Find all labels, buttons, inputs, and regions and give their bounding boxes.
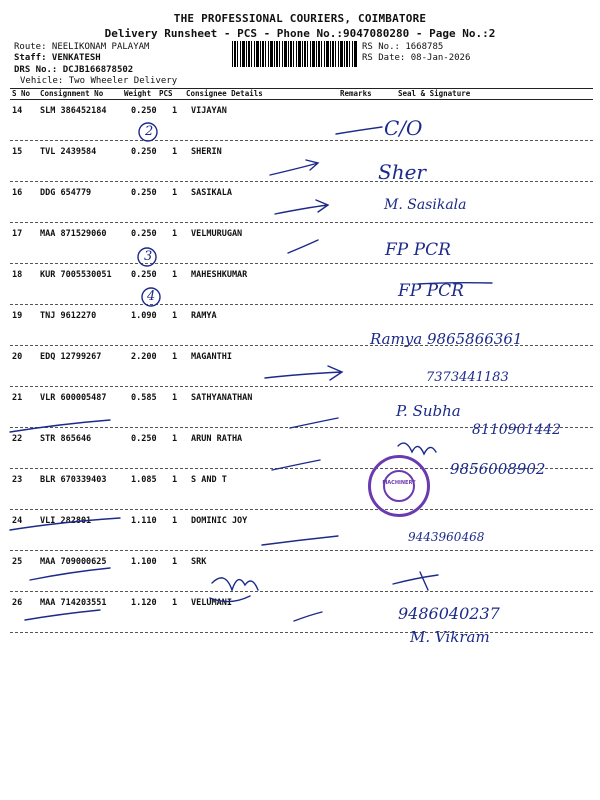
vehicle-label: Vehicle: Two Wheeler Delivery [20,76,178,86]
row-weight: 1.110 [131,516,157,526]
circle-4-digit: 4 [147,289,156,304]
col-pcs: PCS [159,89,173,98]
row-sno: 16 [12,188,23,198]
row-weight: 0.250 [131,270,157,280]
pen-stroke [393,572,438,590]
rs-date: RS Date: 08-Jan-2026 [362,53,471,63]
row-pcs: 1 [172,475,178,485]
col-consignee: Consignee Details [186,89,263,98]
row-pcs: 1 [172,393,178,403]
signature-row-16: M. Sasikala [384,197,467,213]
col-seal-signature: Seal & Signature [398,89,471,98]
pen-stroke [272,460,320,470]
pen-stroke [294,612,322,621]
row-consignment-no: STR 865646 [40,434,92,444]
row-consignee: MAGANTHI [191,352,232,362]
strike-mark [30,568,110,580]
row-consignment-no: MAA 709000625 [40,557,107,567]
stamp-inner-ring [383,470,415,502]
route-label: Route: NEELIKONAM PALAYAM [14,42,150,52]
row-sno: 24 [12,516,23,526]
row-weight: 0.250 [131,106,157,116]
row-sno: 17 [12,229,23,239]
row-weight: 0.585 [131,393,157,403]
row-pcs: 1 [172,434,178,444]
drs-label: DRS No.: DCJB166878502 [14,65,134,75]
row-consignment-no: TVL 2439584 [40,147,97,157]
row-weight: 1.120 [131,598,157,608]
row-sno: 22 [12,434,23,444]
row-pcs: 1 [172,311,178,321]
row-consignment-no: DDG 654779 [40,188,92,198]
company-title: THE PROFESSIONAL COURIERS, COIMBATORE [173,12,427,25]
signature-row-15: Sher [378,160,426,184]
phone-row-26: 9486040237 [398,604,500,623]
row-consignee: SASIKALA [191,188,232,198]
strike-mark [25,610,100,620]
row-sno: 21 [12,393,23,403]
row-weight: 2.200 [131,352,157,362]
row-sno: 20 [12,352,23,362]
row-consignment-no: KUR 7005530051 [40,270,112,280]
row-sno: 26 [12,598,23,608]
strike-mark [10,518,120,530]
row-consignment-no: TNJ 9612270 [40,311,97,321]
pen-stroke [336,127,382,134]
col-consignment: Consignment No [40,89,104,98]
row-pcs: 1 [172,352,178,362]
row-consignment-no: VLI 282801 [40,516,92,526]
row-consignee: SATHYANATHAN [191,393,253,403]
row-consignment-no: VLR 600005487 [40,393,107,403]
phone-row-20: 7373441183 [426,370,509,385]
rs-number: RS No.: 1668785 [362,42,444,52]
pen-arrow [265,366,342,380]
pen-arrow [270,160,318,175]
strike-mark [10,420,110,432]
signature-row-19: Ramya 9865866361 [370,330,523,348]
row-weight: 1.090 [131,311,157,321]
row-weight: 1.085 [131,475,157,485]
signature-row-26: M. Vikram [410,628,490,646]
srk-signature [210,578,258,602]
row-pcs: 1 [172,270,178,280]
row-pcs: 1 [172,229,178,239]
row-consignee: S AND T [191,475,227,485]
pen-stroke [290,418,338,428]
row-consignee: RAMYA [191,311,217,321]
stamp-text: MACHINERY [382,480,416,486]
row-weight: 0.250 [131,188,157,198]
signature-row-21: P. Subha [396,402,461,420]
row-consignment-no: MAA 714203551 [40,598,107,608]
row-sno: 14 [12,106,23,116]
row-consignment-no: SLM 386452184 [40,106,107,116]
row-sno: 15 [12,147,23,157]
row-consignee: SRK [191,557,207,567]
row-weight: 0.250 [131,434,157,444]
signature-scribble [398,443,436,454]
row-consignee: VELUMANI [191,598,232,608]
col-sno: S No [12,89,31,98]
phone-row-24: 9443960468 [408,530,485,544]
row-pcs: 1 [172,188,178,198]
pen-stroke [288,240,318,253]
pen-arrow [275,200,328,214]
row-consignment-no: EDQ 12799267 [40,352,102,362]
row-consignee: VIJAYAN [191,106,227,116]
circle-2-digit: 2 [145,124,154,139]
phone-row-23: 9856008902 [450,460,546,478]
row-consignee: MAHESHKUMAR [191,270,248,280]
row-pcs: 1 [172,516,178,526]
signature-row-14: C/O [384,116,423,140]
remark-row-18: FP PCR [398,281,464,301]
row-consignment-no: BLR 670339403 [40,475,107,485]
row-weight: 0.250 [131,147,157,157]
row-sno: 18 [12,270,23,280]
row-consignee: ARUN RATHA [191,434,243,444]
row-pcs: 1 [172,147,178,157]
row-weight: 0.250 [131,229,157,239]
pen-stroke [262,536,338,545]
row-consignee: DOMINIC JOY [191,516,248,526]
remark-row-17: FP PCR [385,240,451,260]
col-remarks: Remarks [340,89,372,98]
row-weight: 1.100 [131,557,157,567]
row-consignment-no: MAA 871529060 [40,229,107,239]
row-consignee: SHERIN [191,147,222,157]
phone-row-21: 8110901442 [472,422,562,438]
row-sno: 19 [12,311,23,321]
circle-3-digit: 3 [144,249,153,264]
row-consignee: VELMURUGAN [191,229,243,239]
col-weight: Weight [124,89,152,98]
company-seal-stamp [368,455,430,517]
row-pcs: 1 [172,557,178,567]
row-sno: 23 [12,475,23,485]
staff-label: Staff: VENKATESH [14,53,101,63]
runsheet-subtitle: Delivery Runsheet - PCS - Phone No.:9047080280 - Page No.:2 [104,27,496,40]
row-pcs: 1 [172,598,178,608]
row-sno: 25 [12,557,23,567]
row-pcs: 1 [172,106,178,116]
